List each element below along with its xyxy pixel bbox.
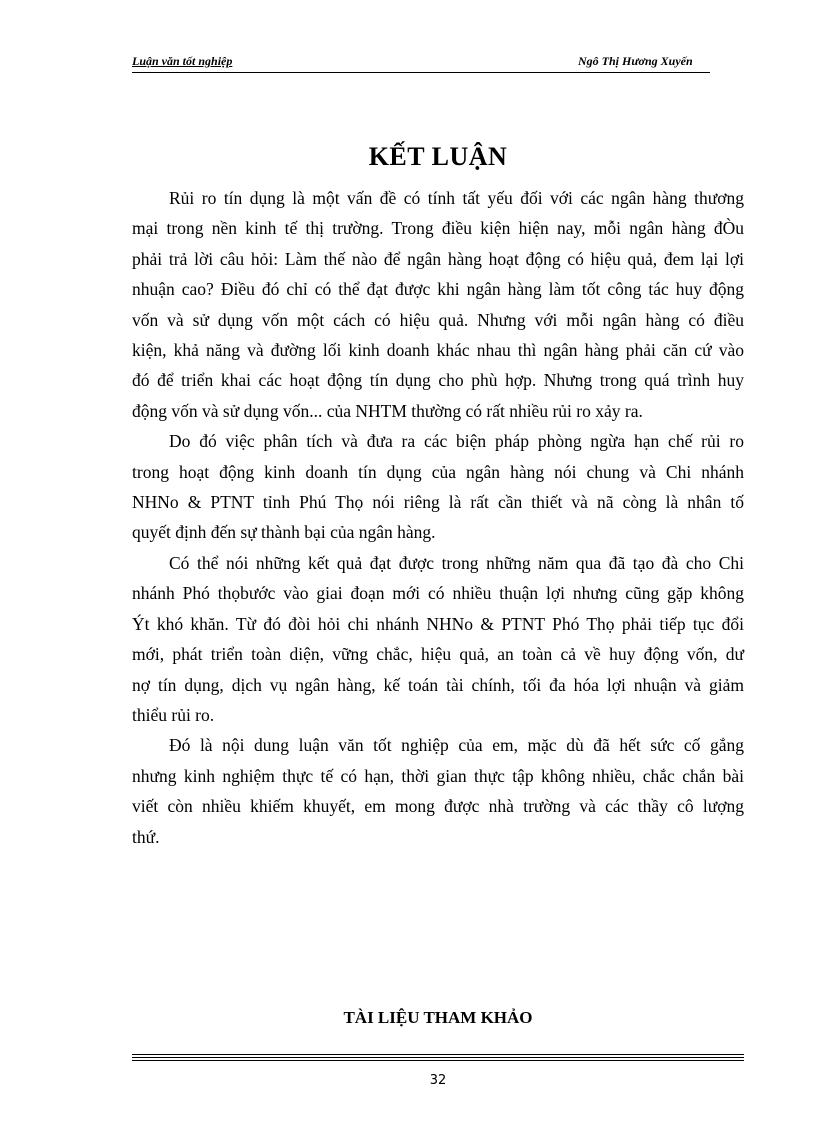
page-number: 32 — [429, 1073, 447, 1088]
text-line: nhánh Phó thọbước vào giai đoạn mới có nhiều thuận lợi nhưng cũng gặp không — [132, 583, 744, 604]
paragraph-2 — [132, 426, 744, 548]
text-line: nợ tín dụng, dịch vụ ngân hàng, kế toán tài chính, tối đa hóa lợi nhuận và giảm — [132, 674, 744, 695]
header-divider — [132, 72, 710, 73]
footer-divider — [132, 1060, 744, 1061]
references-heading: TÀI LIỆU THAM KHẢO — [343, 1008, 533, 1027]
page-title: KẾT LUẬN — [368, 142, 508, 171]
text-line: động vốn và sử dụng vốn... của NHTM thường có rất nhiều rủi ro xảy ra. — [132, 400, 643, 421]
text-line: kiện, khả năng và đường lối kinh doanh khác nhau thì ngân hàng phải căn cứ vào — [132, 340, 744, 361]
text-line: thiểu rủi ro. — [132, 704, 215, 725]
page-header — [132, 52, 710, 72]
text-line: Ýt khó khăn. Từ đó đòi hỏi chi nhánh NHNo & PTNT Phó Thọ phải tiếp tục đổi — [132, 613, 744, 634]
text-line: Rủi ro tín dụng là một vấn đề có tính tất yếu đối với các ngân hàng thương — [169, 188, 744, 208]
text-line: phải trả lời câu hỏi: Làm thế nào để ngân hàng hoạt động có hiệu quả, đem lại lợi — [132, 248, 744, 269]
text-line: nhưng kinh nghiệm thực tế có hạn, thời gian thực tập không nhiều, chắc chắn bài — [132, 765, 744, 786]
header-thesis-label: Luận văn tốt nghiệp — [132, 54, 233, 68]
text-line: quyết định đến sự thành bại của ngân hàng. — [132, 522, 436, 543]
paragraph-3 — [132, 548, 744, 730]
text-line: mới, phát triển toàn diện, vững chắc, hiệu quả, an toàn cả về huy động vốn, dư — [132, 644, 744, 665]
paragraph-4 — [132, 730, 744, 852]
text-line: Có thể nói những kết quả đạt được trong những năm qua đã tạo đà cho Chi — [169, 552, 744, 573]
text-line: thứ. — [132, 826, 160, 847]
text-line: vốn và sử dụng vốn một cách có hiệu quả. Nhưng với mỗi ngân hàng có điều — [132, 309, 744, 330]
text-line: Do đó việc phân tích và đưa ra các biện pháp phòng ngừa hạn chế rủi ro — [169, 431, 744, 452]
text-line: đó để triển khai các hoạt động tín dụng cho phù hợp. Nhưng trong quá trình huy — [132, 370, 744, 391]
footer-divider — [132, 1057, 744, 1058]
text-line: trong hoạt động kinh doanh tín dụng của ngân hàng nói chung và Chi nhánh — [132, 461, 744, 482]
text-line: Đó là nội dung luận văn tốt nghiệp của em, mặc dù đã hết sức cố gắng — [169, 735, 744, 756]
text-line: nhuận cao? Điều đó chỉ có thể đạt được khi ngân hàng làm tốt công tác huy động — [132, 279, 744, 300]
text-line: viết còn nhiều khiếm khuyết, em mong được nhà trường và các thầy cô lượng — [132, 796, 744, 817]
header-author-name: Ngô Thị Hương Xuyến — [578, 54, 693, 68]
conclusion-body — [132, 183, 744, 852]
text-line: NHNo & PTNT tỉnh Phú Thọ nói riêng là rất cần thiết và nã còng là nhân tố — [132, 492, 744, 513]
paragraph-1 — [132, 183, 744, 426]
footer-divider — [132, 1054, 744, 1055]
text-line: mại trong nền kinh tế thị trường. Trong điều kiện hiện nay, mỗi ngân hàng đÒu — [132, 218, 744, 239]
